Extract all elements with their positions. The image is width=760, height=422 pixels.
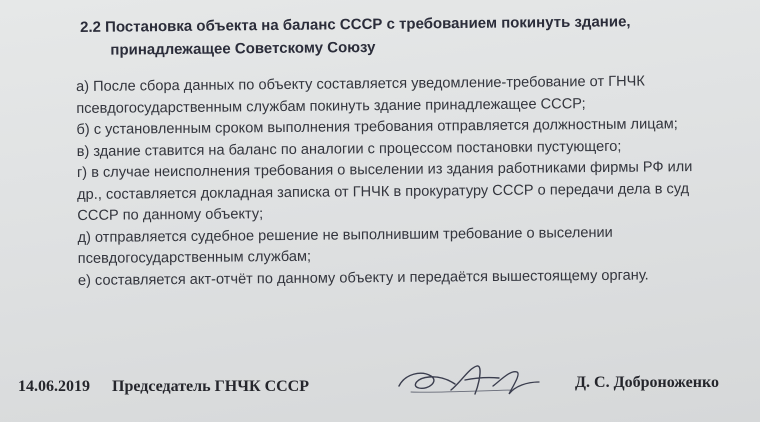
body-line-b: б) с установленным сроком выполнения требования отправляется должностным лицам;: [76, 116, 678, 138]
section-heading-line-1: 2.2 Постановка объекта на баланс СССР с требованием покинуть здание,: [80, 13, 631, 36]
signature-block: [0, 360, 760, 410]
body-line-a: а) После сбора данных по объекту составляется уведомление-требование от ГНЧК: [76, 73, 645, 95]
handwritten-signature: [395, 360, 545, 402]
body-line-v: в) здание ставится на баланс по аналогии с процессом постановки пустующего;: [76, 138, 622, 160]
signer-name: Д. С. Доброноженко: [575, 374, 720, 391]
section-heading: [80, 9, 720, 62]
procedure-list: [76, 70, 758, 292]
body-line-g-cont-1: др., составляется докладная записка от ГНЧК в прокуратуру СССР о передачи дела в суд: [77, 180, 690, 203]
body-line-a-cont: псевдогосударственным службам покинуть здание принадлежащее СССР;: [76, 95, 586, 117]
body-line-e: е) составляется акт-отчёт по данному объекту и передаётся вышестоящему органу.: [77, 267, 649, 289]
body-line-g-cont-2: СССР по данному объекту;: [77, 206, 264, 224]
body-line-g: г) в случае неисполнения требования о выселении из здания работниками фирмы РФ или: [76, 159, 693, 181]
document-date: 14.06.2019: [18, 378, 90, 395]
body-line-d: д) отправляется судебное решение не выполнившим требование о выселении: [77, 224, 613, 246]
signer-position: Председатель ГНЧК СССР: [112, 378, 309, 395]
body-line-d-cont: псевдогосударственным службам;: [77, 248, 312, 267]
section-heading-line-2: принадлежащее Советскому Союзу: [110, 38, 376, 59]
